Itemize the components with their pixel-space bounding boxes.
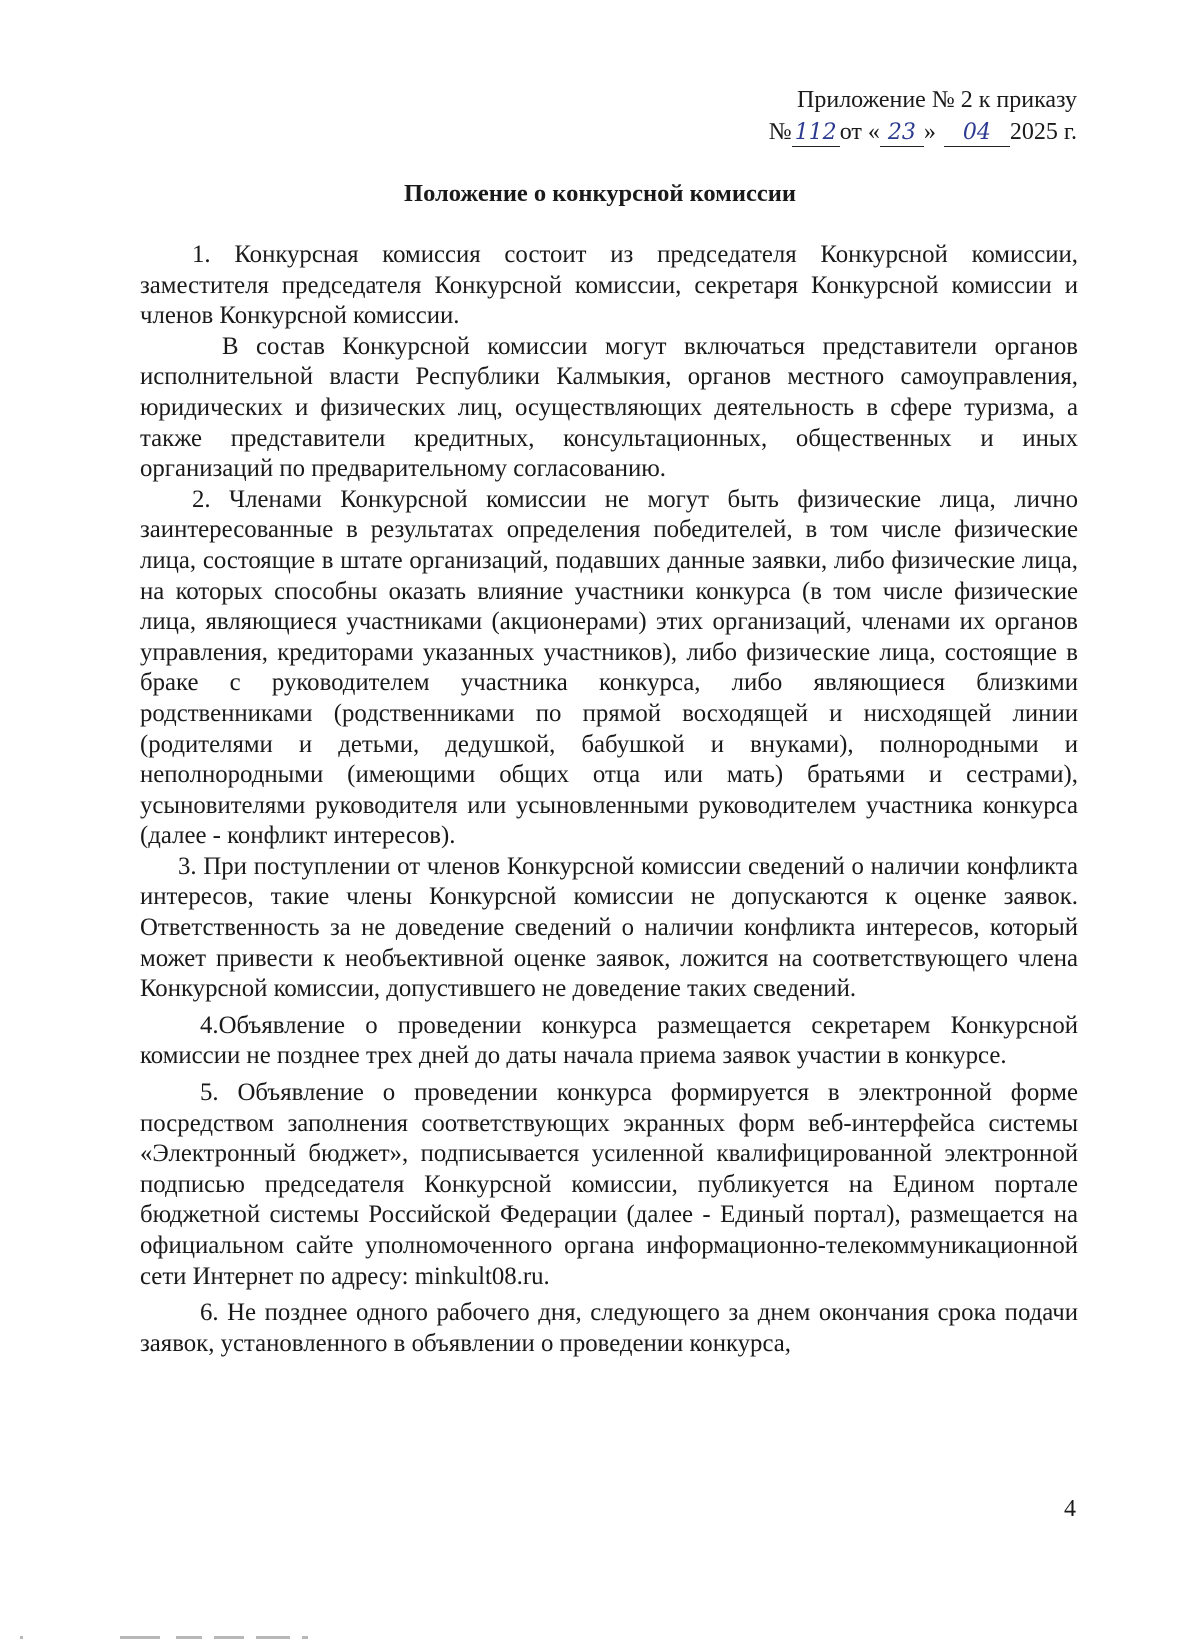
- paragraph-3: 3. При поступлении от членов Конкурсной комиссии сведений о наличии конфликта интересов, такие члены Конкурсной комиссии не допускаются к оценке заявок. Ответственность за не доведение сведений о наличии конфликта интересов, который может привести к необъективной оценке заявок, ложится на соответствующего члена Конкурсной комиссии, допустившего не доведение таких сведений.: [140, 852, 1078, 1003]
- handwritten-day: 23: [880, 120, 924, 147]
- paragraph-6: 6. Не позднее одного рабочего дня, следующего за днем окончания срока подачи заявок, установленного в объявлении о проведении конкурса,: [140, 1299, 1078, 1357]
- paragraph-2: 2. Членами Конкурсной комиссии не могут быть физические лица, лично заинтересованные в результатах определения победителей, в том числе физические лица, состоящие в штате организаций, подавших данные заявки, либо физические лица, на которых способны оказать влияние участники конкурса (в том числе физические лица, являющиеся участниками (акционерами) этих организаций, членами их органов управления, кредиторами указанных участников), либо физические лица, состоящие в браке с руководителем участника конкурса, либо являющиеся близкими родственниками (родственниками по прямой восходящей и нисходящей линии (родителями и детьми, дедушкой, бабушкой и внуками), полнородными и неполнородными (имеющими общих отца или мать) братьями и сестрами), усыновителями руководителя или усыновленными руководителем участника конкурса (далее - конфликт интересов).: [140, 485, 1078, 850]
- page-number: 4: [1064, 1496, 1076, 1522]
- year-label: 2025 г.: [1009, 119, 1077, 145]
- appendix-line: Приложение № 2 к приказу: [797, 87, 1077, 113]
- order-reference-line: [769, 116, 1077, 148]
- quote-close: »: [923, 119, 936, 145]
- handwritten-month: 04: [944, 120, 1010, 147]
- from-label: от «: [839, 119, 880, 145]
- scan-artifact: [0, 1630, 360, 1644]
- appendix-header: [769, 84, 1077, 148]
- document-title: Положение о конкурсной комиссии: [404, 180, 796, 207]
- paragraph-4: 4.Объявление о проведении конкурса размещается секретарем Конкурсной комиссии не позднее трех дней до даты начала приема заявок участии в конкурсе.: [140, 1011, 1078, 1070]
- paragraph-1-continuation: В состав Конкурсной комиссии могут включаться представители органов исполнительной власти Республики Калмыкия, органов местного самоуправления, юридических и физических лиц, осуществляющих деятельность в сфере туризма, а также представители кредитных, консультационных, общественных и иных организаций по предварительному согласованию.: [140, 332, 1078, 483]
- paragraph-5: 5. Объявление о проведении конкурса формируется в электронной форме посредством заполнения соответствующих экранных форм веб-интерфейса системы «Электронный бюджет», подписывается усиленной квалифицированной электронной подписью председателя Конкурсной комиссии, публикуется на Едином портале бюджетной системы Российской Федерации (далее - Единый портал), размещается на официальном сайте уполномоченного органа информационно-телекоммуникационной сети Интернет по адресу: minkult08.ru.: [140, 1079, 1078, 1290]
- paragraph-1: 1. Конкурсная комиссия состоит из председателя Конкурсной комиссии, заместителя председателя Конкурсной комиссии, секретаря Конкурсной комиссии и членов Конкурсной комиссии.: [140, 241, 1078, 330]
- number-sign: №: [768, 119, 792, 145]
- document-body: [140, 240, 1078, 1359]
- handwritten-order-number: 112: [792, 120, 840, 147]
